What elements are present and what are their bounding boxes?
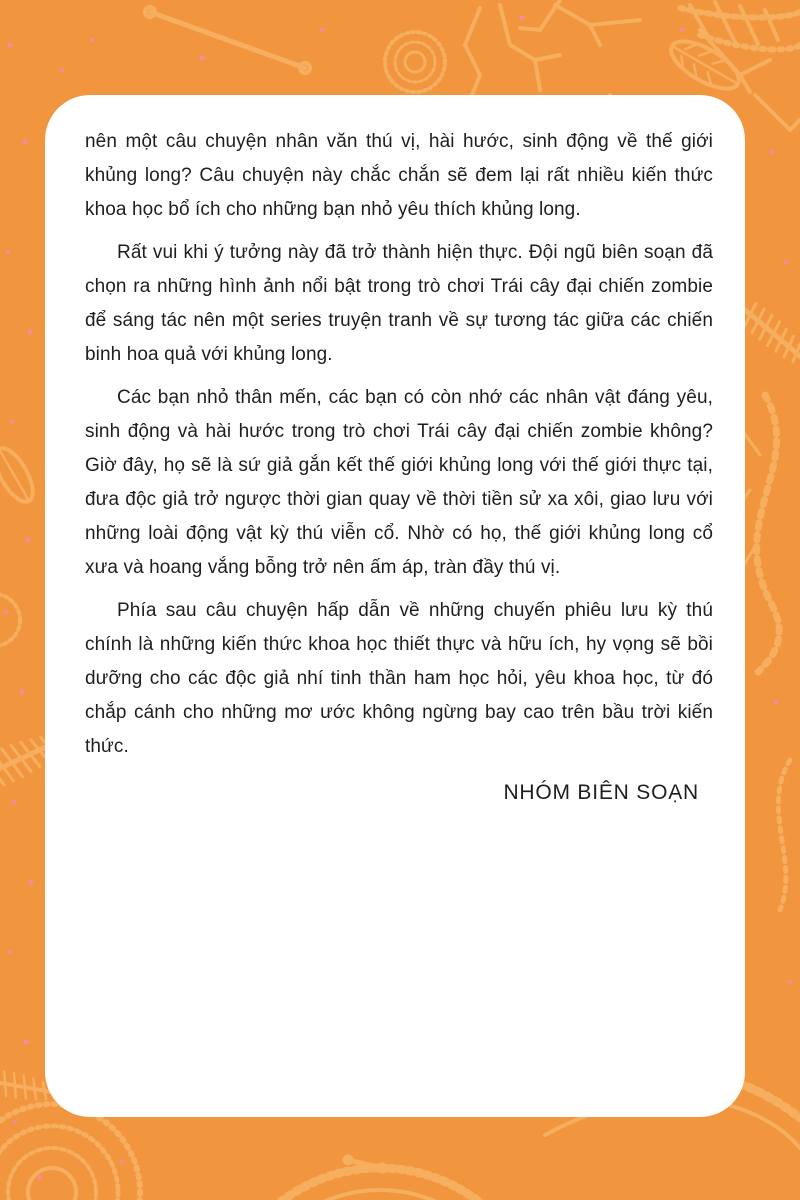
body-paragraph: Các bạn nhỏ thân mến, các bạn có còn nhớ các nhân vật đáng yêu, sinh động và hài hước trong trò chơi Trái cây đại chiến zombie không? Giờ đây, họ sẽ là sứ giả gắn kết thế giới khủng long với thế giới thực tại, đưa độc giả trở ngược thời gian quay về thời tiền sử xa xôi, giao lưu với những loài động vật kỳ thú viễn cổ. Nhờ có họ, thế giới khủng long cổ xưa và hoang vắng bỗng trở nên ấm áp, tràn đầy thú vị.: [85, 387, 713, 578]
preface-text: [85, 125, 713, 764]
book-page: [45, 95, 745, 1117]
body-paragraph: nên một câu chuyện nhân văn thú vị, hài hước, sinh động về thế giới khủng long? Câu chuyện này chắc chắn sẽ đem lại rất nhiều kiến thức khoa học bổ ích cho những bạn nhỏ yêu thích khủng long.: [85, 131, 713, 220]
body-paragraph: Phía sau câu chuyện hấp dẫn về những chuyến phiêu lưu kỳ thú chính là những kiến thức khoa học thiết thực và hữu ích, hy vọng sẽ bồi dưỡng cho các độc giả nhí tinh thần ham học hỏi, yêu khoa học, từ đó chắp cánh cho những mơ ước không ngừng bay cao trên bầu trời kiến thức.: [85, 600, 713, 757]
body-paragraph: Rất vui khi ý tưởng này đã trở thành hiện thực. Đội ngũ biên soạn đã chọn ra những hình ảnh nổi bật trong trò chơi Trái cây đại chiến zombie để sáng tác nên một series truyện tranh về sự tương tác giữa các chiến binh hoa quả với khủng long.: [85, 242, 713, 365]
signature: NHÓM BIÊN SOẠN: [503, 781, 699, 804]
